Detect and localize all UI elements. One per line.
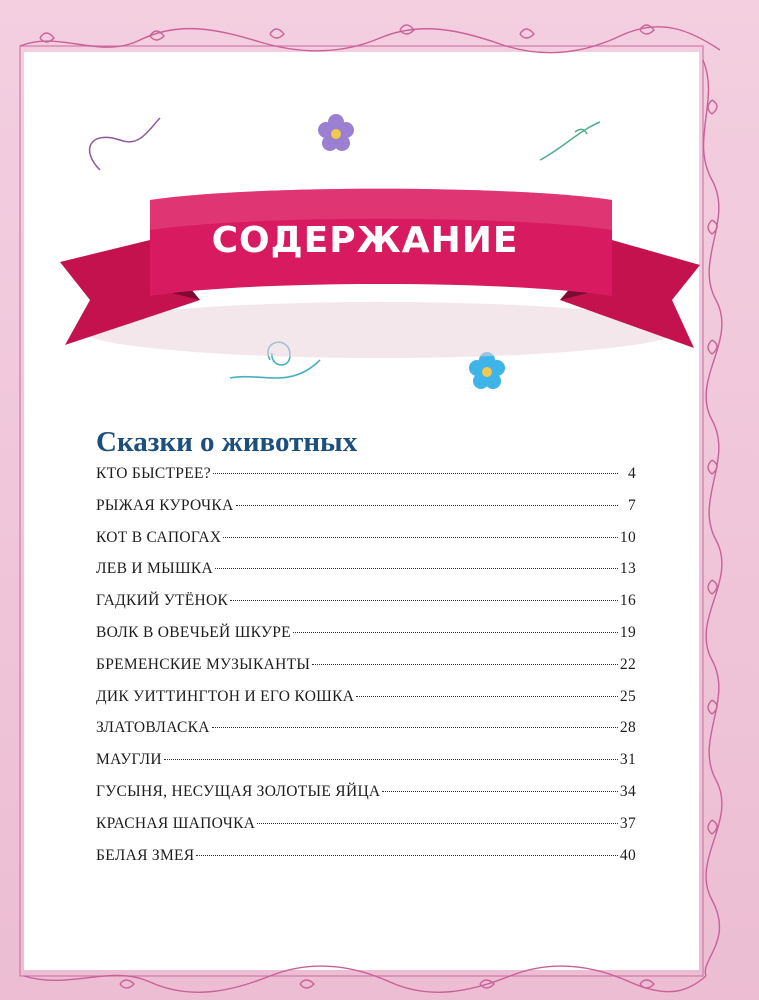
page-title: СОДЕРЖАНИЕ [211, 220, 519, 261]
toc-entry-title: МАУГЛИ [96, 751, 162, 769]
toc-entry-page-number: 19 [619, 623, 636, 641]
toc-entry[interactable] [96, 815, 636, 847]
toc-entry-page-number: 22 [619, 655, 636, 673]
toc-entry-page-number: 40 [619, 846, 636, 864]
dot-leader [223, 536, 617, 538]
dot-leader [212, 726, 618, 728]
toc-entry[interactable] [96, 497, 636, 529]
dot-leader [230, 599, 618, 601]
toc-entry[interactable] [96, 719, 636, 751]
toc-entry-title: РЫЖАЯ КУРОЧКА [96, 496, 234, 514]
toc-entry[interactable] [96, 688, 636, 720]
toc-entry[interactable] [96, 847, 636, 879]
dot-leader [257, 822, 618, 824]
dot-leader [164, 758, 618, 760]
toc-entry[interactable] [96, 656, 636, 688]
toc-entry[interactable] [96, 560, 636, 592]
toc-entry-title: КОТ В САПОГАХ [96, 528, 222, 546]
dot-leader [356, 695, 618, 697]
toc-entry-page-number: 10 [619, 528, 636, 546]
dot-leader [382, 790, 617, 792]
toc-entry-page-number: 13 [619, 560, 636, 578]
toc-entry-title: ЗЛАТОВЛАСКА [96, 719, 210, 737]
toc-entry-title: КТО БЫСТРЕЕ? [96, 465, 211, 482]
toc-entry-title: ГУСЫНЯ, НЕСУЩАЯ ЗОЛОТЫЕ ЯЙЦА [96, 782, 381, 800]
toc-entry-title: ВОЛК В ОВЕЧЬЕЙ ШКУРЕ [96, 623, 291, 641]
toc-entry-title: ГАДКИЙ УТЁНОК [96, 592, 229, 610]
toc-entry-page-number: 31 [619, 751, 636, 769]
toc-entry[interactable] [96, 624, 636, 656]
right-border-swirls [703, 60, 722, 976]
toc-entry-page-number: 28 [619, 719, 636, 737]
dot-leader [236, 504, 618, 506]
toc-entry-page-number: 25 [619, 687, 636, 705]
toc-entry-title: ЛЕВ И МЫШКА [96, 560, 214, 578]
dot-leader [215, 567, 618, 569]
toc-entry-page-number: 34 [619, 782, 636, 800]
table-of-contents [96, 425, 636, 878]
toc-entry-title: БРЕМЕНСКИЕ МУЗЫКАНТЫ [96, 655, 311, 673]
toc-entry[interactable] [96, 592, 636, 624]
toc-entry-page-number: 16 [619, 592, 636, 610]
toc-entry-page-number: 4 [627, 465, 636, 482]
dot-leader [312, 663, 618, 665]
toc-entry-page-number: 7 [627, 496, 636, 514]
toc-entry-page-number: 37 [619, 814, 636, 832]
dot-leader [196, 854, 617, 856]
toc-entry-title: БЕЛАЯ ЗМЕЯ [96, 846, 195, 864]
toc-entry-title: ДИК УИТТИНГТОН И ЕГО КОШКА [96, 687, 355, 705]
toc-entry[interactable] [96, 751, 636, 783]
toc-entry[interactable] [96, 783, 636, 815]
top-border-swirls [20, 25, 720, 53]
toc-entry[interactable] [96, 529, 636, 561]
ribbon-banner [60, 189, 700, 358]
dot-leader [213, 472, 618, 474]
dot-leader [293, 631, 618, 633]
toc-entry[interactable] [96, 465, 636, 497]
section-title: Сказки о животных [96, 426, 358, 458]
toc-entry-title: КРАСНАЯ ШАПОЧКА [96, 814, 256, 832]
